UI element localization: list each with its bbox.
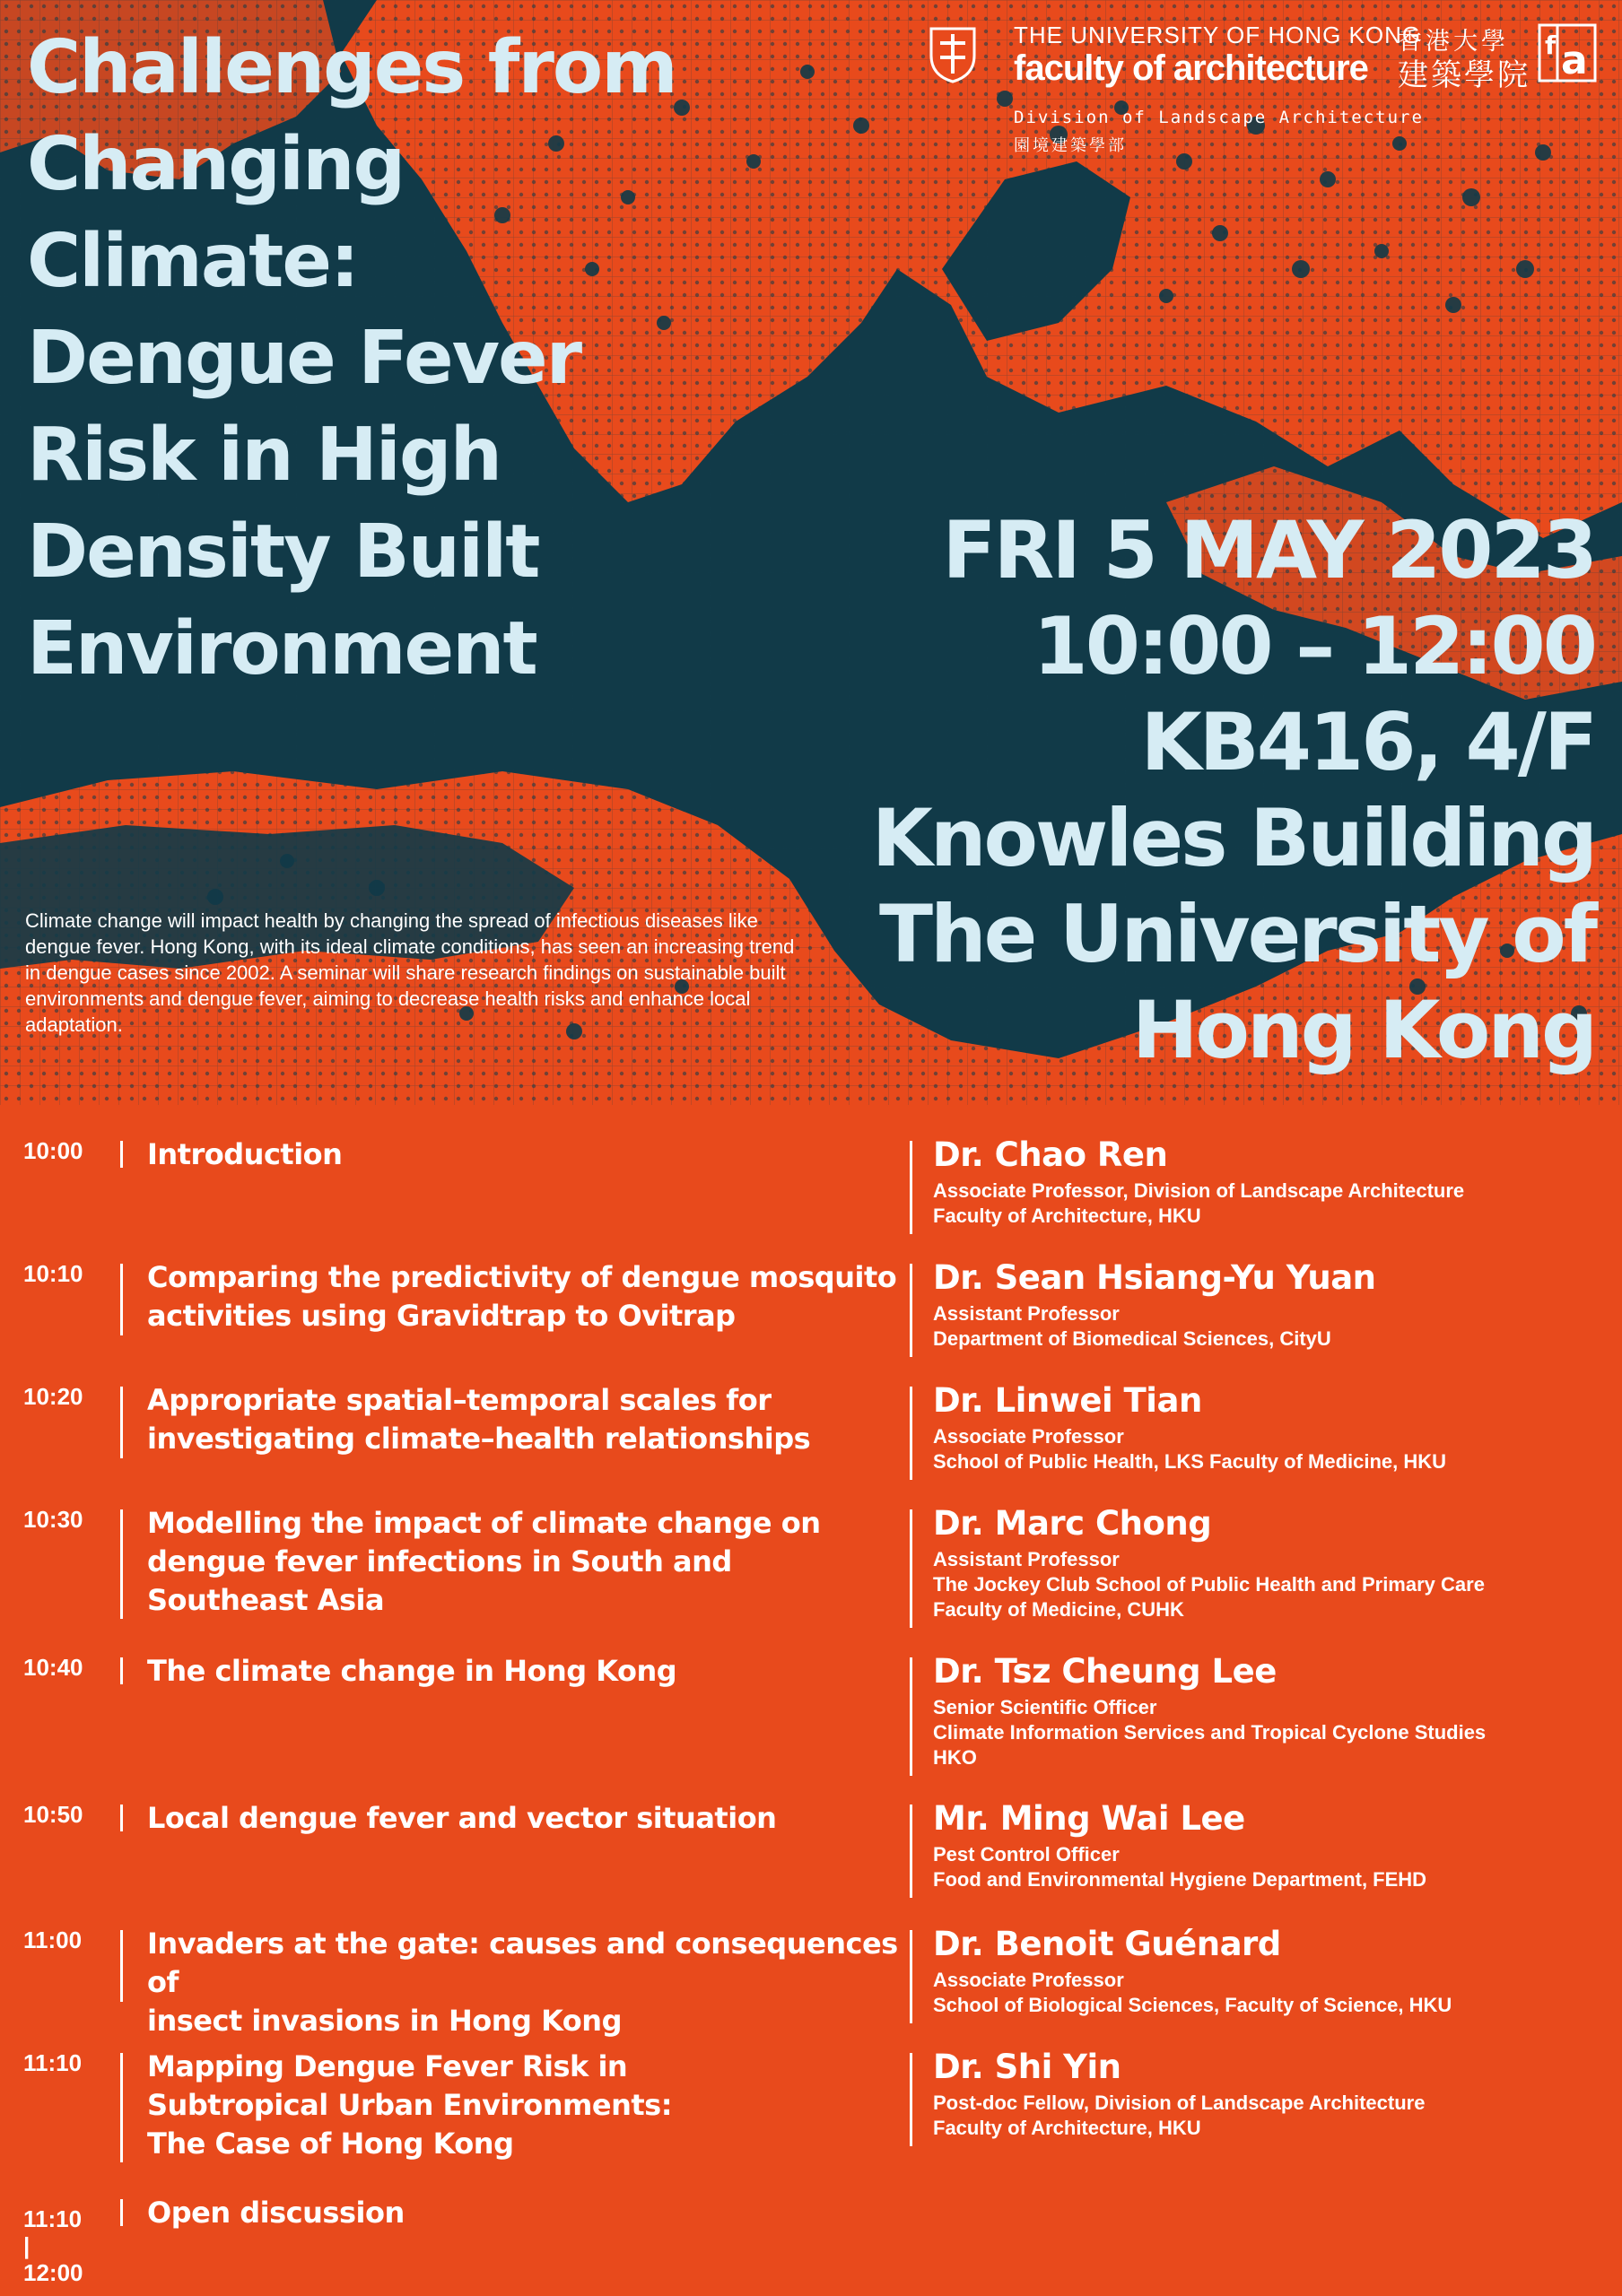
closing-time-end: 12:00 [23,2259,83,2286]
divider [120,2199,123,2226]
talk-title-line: Introduction [147,1137,343,1171]
event-time: 10:00 – 12:00 [1033,600,1595,692]
affiliation-line: Faculty of Medicine, CUHK [933,1598,1184,1621]
talk-title-line: Comparing the predictivity of dengue mosquito [147,1260,897,1294]
closing-time-start: 11:10 [23,2205,83,2232]
fa-logo-icon [1538,23,1597,83]
talk-title-line: dengue fever infections in South and [147,1544,732,1578]
title-line: Risk in High [27,413,501,498]
event-institution-line1: The University of [878,888,1595,980]
closing-time-range [23,2203,83,2289]
title-line: Dengue Fever [27,316,581,401]
affiliation-line: HKO [933,1746,977,1769]
speaker-name: Dr. Shi Yin [933,2048,1121,2086]
schedule-row-closing [0,1105,1622,2296]
affiliation-line: Assistant Professor [933,1548,1120,1570]
talk-title-line: activities using Gravidtrap to Ovitrap [147,1299,736,1333]
event-room: KB416, 4/F [1140,696,1595,788]
slot-time: 11:10 [23,2049,83,2076]
affiliation-line: Pest Control Officer [933,1843,1120,1866]
speaker-name: Dr. Tsz Cheung Lee [933,1652,1277,1691]
talk-title-line: insect invasions in Hong Kong [147,2004,622,2038]
event-date: FRI 5 MAY 2023 [942,504,1595,596]
speaker-name: Mr. Ming Wai Lee [933,1799,1245,1838]
talk-title-line: The Case of Hong Kong [147,2126,514,2161]
affiliation-line: Post-doc Fellow, Division of Landscape Architecture [933,2092,1426,2114]
speaker-name: Dr. Sean Hsiang-Yu Yuan [933,1258,1376,1297]
svg-text:a: a [1561,38,1588,83]
title-line: Climate: [27,219,358,304]
slot-time: 10:50 [23,1801,83,1828]
event-building: Knowles Building [871,792,1595,884]
affiliation-line: Associate Professor, Division of Landscape Architecture [933,1179,1465,1202]
title-line: Challenges from [27,25,676,110]
poster-hero [0,0,1622,1105]
affiliation-line: Senior Scientific Officer [933,1696,1157,1718]
intro-paragraph: Climate change will impact health by changing the spread of infectious diseases like dengue fever. Hong Kong, with its ideal climate conditions, has seen an increasing trend in dengue cases since 2002. A seminar will share research findings on sustainable built environments and dengue fever, aiming to decrease health risks and enhance local adaptation. [25,909,795,1036]
slot-time: 10:40 [23,1654,83,1681]
talk-title-line: Mapping Dengue Fever Risk in [147,2049,628,2083]
affiliation-line: School of Public Health, LKS Faculty of Medicine, HKU [933,1450,1447,1473]
division-name-zh: 園境建築學部 [1014,136,1127,154]
talk-title-line: Invaders at the gate: causes and consequences of [147,1926,898,1999]
talk-title-line: Appropriate spatial–temporal scales for [147,1383,772,1417]
affiliation-line: Food and Environmental Hygiene Department, FEHD [933,1868,1427,1891]
affiliation-line: Assistant Professor [933,1302,1120,1325]
affiliation-line: Associate Professor [933,1425,1124,1448]
faculty-logo [928,22,1609,165]
division-name-en: Division of Landscape Architecture [1014,108,1424,127]
affiliation-line: Associate Professor [933,1969,1124,1991]
schedule [0,1105,1622,2296]
university-crest-icon [928,25,978,84]
title-line: Changing [27,122,405,207]
speaker-name: Dr. Linwei Tian [933,1381,1202,1420]
event-institution-line2: Hong Kong [1131,984,1595,1076]
affiliation-line: School of Biological Sciences, Faculty of Science, HKU [933,1994,1452,2016]
slot-time: 10:30 [23,1506,83,1533]
talk-title-line: Southeast Asia [147,1583,385,1617]
svg-text:f: f [1545,30,1557,60]
university-name-en: THE UNIVERSITY OF HONG KONG [1014,22,1422,48]
speaker-name: Dr. Benoit Guénard [933,1925,1281,1963]
affiliation-line: Department of Biomedical Sciences, CityU [933,1327,1331,1350]
slot-time: 10:00 [23,1137,83,1164]
talk-title-line: The climate change in Hong Kong [147,1654,677,1688]
event-details [698,502,1595,1078]
talk-title-line: Local dengue fever and vector situation [147,1801,777,1835]
speaker-name: Dr. Chao Ren [933,1135,1168,1174]
affiliation-line: Faculty of Architecture, HKU [933,1205,1201,1227]
faculty-name-zh: 建築學院 [1398,58,1530,92]
title-line: Density Built [27,509,539,595]
talk-title-line: investigating climate–health relationships [147,1422,811,1456]
slot-time: 10:10 [23,1260,83,1287]
slot-time: 11:00 [23,1926,83,1953]
affiliation-line: Climate Information Services and Tropical Cyclone Studies [933,1721,1487,1744]
university-name-zh: 香港大學 [1398,28,1509,55]
talk-title-line: Modelling the impact of climate change on [147,1506,821,1540]
slot-time: 10:20 [23,1383,83,1410]
affiliation-line: The Jockey Club School of Public Health and Primary Care [933,1573,1485,1596]
talk-title: Open discussion [147,2196,405,2230]
title-line: Environment [27,606,536,691]
faculty-name-en: faculty of architecture [1014,48,1368,88]
speaker-name: Dr. Marc Chong [933,1504,1212,1543]
closing-time-separator: | [23,2232,31,2259]
affiliation-line: Faculty of Architecture, HKU [933,2117,1201,2139]
talk-title-line: Subtropical Urban Environments: [147,2088,673,2122]
